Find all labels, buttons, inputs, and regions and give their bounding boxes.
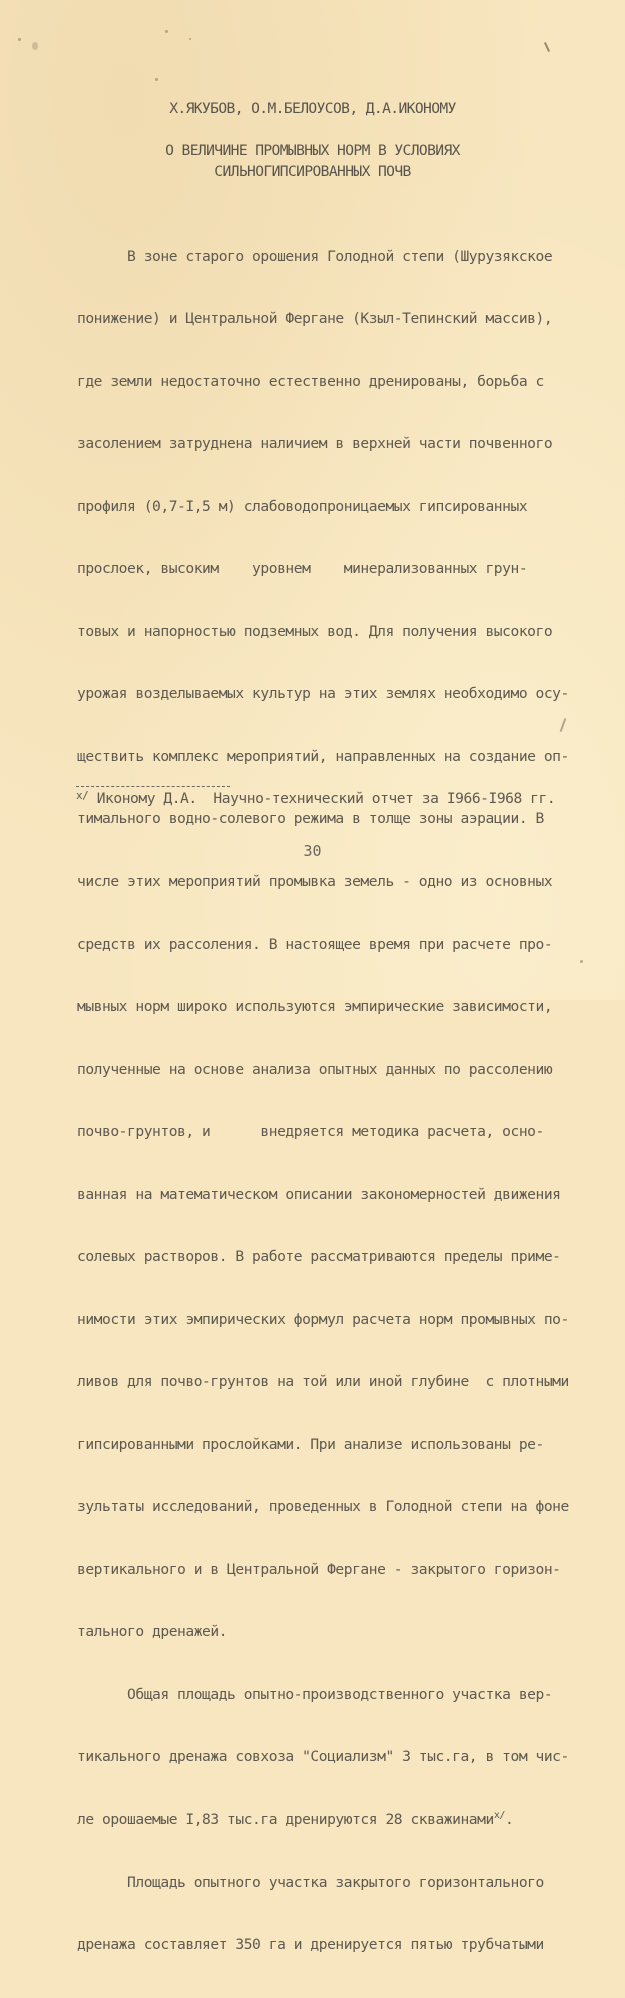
- body-line: тимального водно-солевого режима в толще зоны аэрации. В: [77, 810, 544, 828]
- body-line: ществить комплекс мероприятий, направленных на создание оп-: [77, 747, 569, 765]
- sentence-period: .: [504, 1810, 514, 1828]
- body-line: гипсированными прослойками. При анализе использованы ре-: [77, 1435, 544, 1453]
- title-line: СИЛЬНОГИПСИРОВАННЫХ ПОЧВ: [214, 163, 411, 180]
- body-line: где земли недостаточно естественно дренированы, борьба с: [77, 372, 544, 390]
- body-line: ванная на математическом описании закономерностей движения: [77, 1185, 561, 1203]
- paper-speck: [189, 38, 191, 40]
- body-line: солевых растворов. В работе рассматриваются пределы приме-: [77, 1248, 561, 1266]
- body-line: профиля (0,7-I,5 м) слабоводопроницаемых гипсированных: [77, 497, 528, 515]
- footnote-separator: [76, 786, 230, 787]
- paper-speck: [580, 960, 583, 963]
- authors-line: Х.ЯКУБОВ, О.М.БЕЛОУСОВ, Д.А.ИКОНОМУ: [169, 100, 456, 117]
- body-line: товых и напорностью подземных вод. Для получения высокого: [77, 622, 553, 640]
- title-line: О ВЕЛИЧИНЕ ПРОМЫВНЫХ НОРМ В УСЛОВИЯХ: [165, 142, 460, 159]
- paper-mark: [544, 42, 550, 52]
- body-line: мывных норм широко используются эмпирические зависимости,: [77, 998, 553, 1016]
- body-line: числе этих мероприятий промывка земель - одно из основных: [77, 873, 553, 890]
- paper-speck: [155, 78, 158, 81]
- body-line-text: ле орошаемые I,83 тыс.га дренируются 28 скважинами: [77, 1810, 494, 1828]
- body-line: дренажа составляет 350 га и дренируется пятью трубчатыми: [77, 1936, 544, 1954]
- footnote-mark: х/: [76, 789, 89, 802]
- footnote-reference: х/: [493, 1809, 505, 1821]
- body-line: полученные на основе анализа опытных данных по рассолению: [77, 1060, 553, 1078]
- footnote: [76, 790, 555, 807]
- body-line: Площадь опытного участка закрытого горизонтального: [77, 1873, 544, 1891]
- body-line: засолением затруднена наличием в верхней части почвенного: [77, 435, 553, 453]
- page-number: 30: [303, 842, 322, 860]
- paper-speck: [18, 38, 21, 41]
- paper-speck: [165, 30, 168, 33]
- paper-speck: [32, 42, 38, 50]
- body-line: ливов для почво-грунтов на той или иной глубине с плотными: [77, 1373, 569, 1391]
- body-line: урожая возделываемых культур на этих землях необходимо осу-: [77, 685, 569, 703]
- body-text: [77, 205, 577, 1998]
- body-line: В зоне старого орошения Голодной степи (Шурузякское: [77, 247, 553, 265]
- body-line: нимости этих эмпирических формул расчета норм промывных по-: [77, 1310, 569, 1328]
- body-line: вертикального и в Центральной Фергане - закрытого горизон-: [77, 1560, 561, 1578]
- body-line: средств их рассоления. В настоящее время при расчете про-: [77, 935, 553, 953]
- body-line: зультаты исследований, проведенных в Голодной степи на фоне: [77, 1498, 569, 1516]
- body-line: почво-грунтов, и внедряется методика расчета, осно-: [77, 1123, 544, 1141]
- body-line-with-footnote-ref: [77, 1810, 577, 1831]
- body-line: тального дренажей.: [77, 1623, 228, 1641]
- body-line: понижение) и Центральной Фергане (Кзыл-Тепинский массив),: [77, 310, 553, 328]
- body-line: Общая площадь опытно-производственного участка вер-: [77, 1685, 553, 1703]
- article-title: [0, 140, 625, 182]
- body-line: тикального дренажа совхоза "Социализм" 3 тыс.га, в том чис-: [77, 1748, 569, 1766]
- footnote-text: Икономy Д.А. Научно-технический отчет за I966-I968 гг.: [88, 790, 556, 807]
- body-line: прослоек, высоким уровнем минерализованных грун-: [77, 560, 528, 578]
